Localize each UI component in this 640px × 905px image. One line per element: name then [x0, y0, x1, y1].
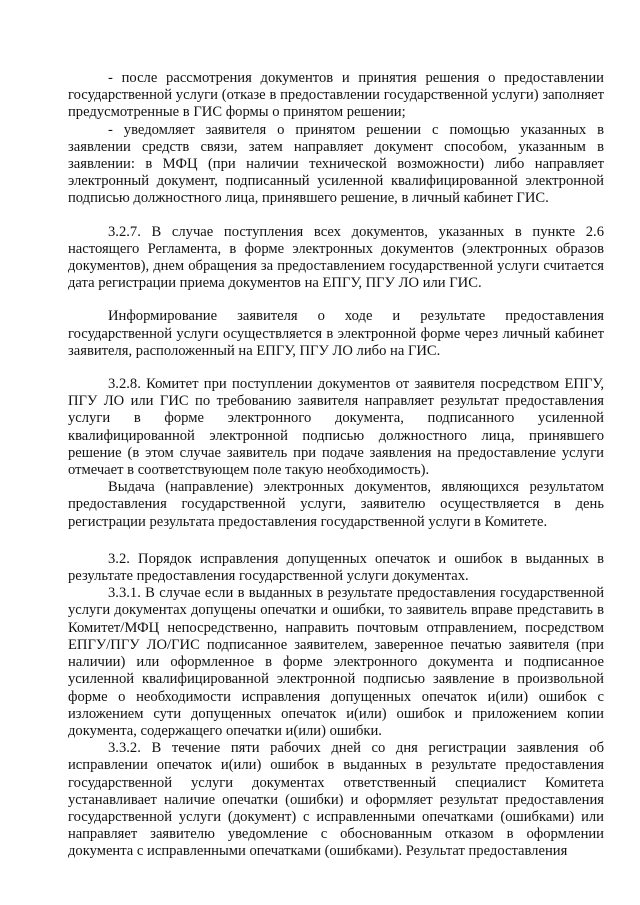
paragraph-gis-form: - после рассмотрения документов и принятия решения о предоставлении государственной услуги (отказе в предоставлении государственной услуги) заполняет предусмотренные в ГИС формы о принятом решении; — [68, 70, 604, 121]
paragraph-3-3-2: 3.3.2. В течение пяти рабочих дней со дня регистрации заявления об исправлении опечаток и(или) ошибок в выданных в результате предоставления государственной услуги документах ответственный специалист Комитета устанавливает наличие опечатки (ошибки) и оформляет результат предоставления государственной услуги (документ) с исправленными опечатками (ошибками) или направляет заявителю уведомление с обоснованным отказом в оформлении документа с исправленными опечатками (ошибками). Результат предоставления — [68, 740, 604, 860]
paragraph-3-2-7: 3.2.7. В случае поступления всех документов, указанных в пункте 2.6 настоящего Регламента, в форме электронных документов (электронных образов документов), днем обращения за предоставлением государственной услуги считается дата регистрации приема документов на ЕПГУ, ПГУ ЛО или ГИС. — [68, 223, 604, 292]
paragraph-informing: Информирование заявителя о ходе и результате предоставления государственной услуги осуществляется в электронной форме через личный кабинет заявителя, расположенный на ЕПГУ, ПГУ ЛО либо на ГИС. — [68, 308, 604, 359]
paragraph-notify-applicant: - уведомляет заявителя о принятом решении с помощью указанных в заявлении средств связи, затем направляет документ способом, указанным в заявлении: в МФЦ (при наличии технической возможности) либо направляет электронный документ, подписанный усиленной квалифицированной электронной подписью должностного лица, принявшего решение, в личный кабинет ГИС. — [68, 121, 604, 207]
paragraph-issuance: Выдача (направление) электронных документов, являющихся результатом предоставления государственной услуги, заявителю осуществляется в день регистрации результата предоставления государственной услуги в Комитете. — [68, 479, 604, 530]
section-heading-3-2: 3.2. Порядок исправления допущенных опечаток и ошибок в выданных в результате предоставления государственной услуги документах. — [68, 550, 604, 585]
paragraph-3-2-8: 3.2.8. Комитет при поступлении документов от заявителя посредством ЕПГУ, ПГУ ЛО или ГИС по требованию заявителя направляет результат предоставления услуги в форме электронного документа, подписанного усиленной квалифицированной электронной подписью должностного лица, принявшего решение (в этом случае заявитель при подаче заявления на предоставление услуги отмечает в соответствующем поле такую необходимость). — [68, 376, 604, 479]
paragraph-3-3-1: 3.3.1. В случае если в выданных в результате предоставления государственной услуги документах допущены опечатки и ошибки, то заявитель вправе представить в Комитет/МФЦ непосредственно, направить почтовым отправлением, посредством ЕПГУ/ПГУ ЛО/ГИС подписанное заявителем, заверенное печатью заявителя (при наличии) или оформленное в форме электронного документа и подписанное усиленной квалифицированной электронной подписью заявление в произвольной форме о необходимости исправления допущенных опечаток и(или) ошибок с изложением сути допущенных опечаток и(или) ошибок и приложением копии документа, содержащего опечатки и(или) ошибки. — [68, 585, 604, 739]
